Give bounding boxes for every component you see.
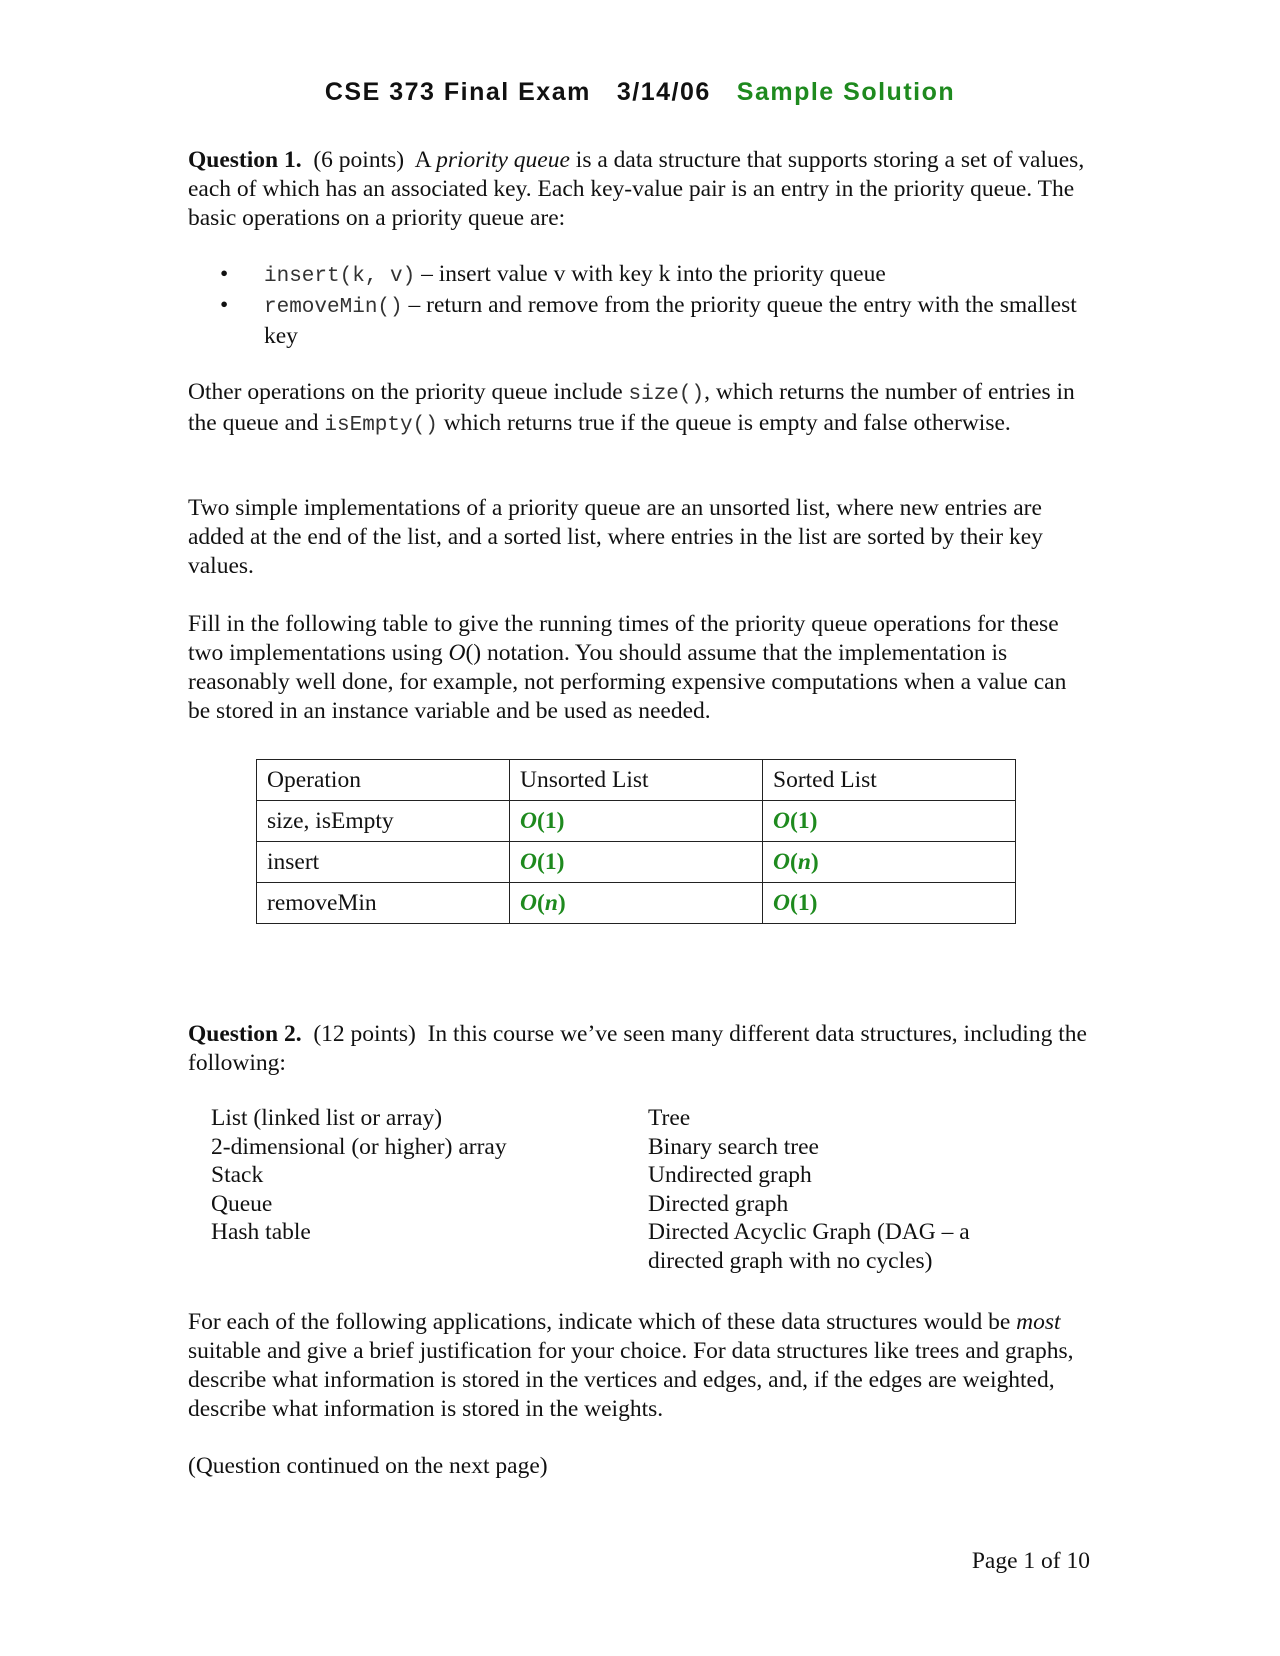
big-o-symbol: O — [448, 640, 466, 666]
isempty-code: isEmpty() — [324, 414, 438, 437]
list-item: Undirected graph — [648, 1162, 812, 1188]
o-symbol: O — [520, 889, 537, 916]
table-row — [257, 801, 1016, 842]
header-operation: Operation — [257, 760, 510, 801]
q1-intro-b: is a data structure that supports storing a set of values, each of which has an associated key. Each key-value pair is an entry in the priority queue. The basic operations on a priority queue are: — [188, 147, 1085, 231]
op-cell: insert — [257, 842, 510, 883]
q1-para2-b: , which returns the number of entries in the queue and — [188, 379, 1075, 436]
list-item — [220, 260, 1080, 291]
list-item: Binary search tree — [648, 1133, 819, 1160]
list-item: Tree — [648, 1105, 691, 1131]
o-symbol: O — [520, 848, 537, 875]
o-symbol: O — [773, 848, 790, 875]
list-item: Queue — [211, 1190, 273, 1217]
q2-para-emphasis: most — [1016, 1309, 1061, 1335]
o-arg: 1 — [544, 807, 557, 834]
bullet-icon: • — [220, 292, 229, 318]
list-item: directed graph with no cycles) — [648, 1247, 933, 1274]
q1-para4-b: () notation. You should assume that the implementation is reasonably well done, for example, not performing expensive computations when a value can be stored in an instance variable and be used as needed. — [188, 640, 1067, 724]
op-cell: size, isEmpty — [257, 801, 510, 842]
structures-right-list — [648, 1104, 970, 1275]
q1-para4-a: Fill in the following table to give the running times of the priority queue operations for these two implementations using — [188, 611, 1059, 666]
q1-para2-a: Other operations on the priority queue include — [188, 379, 623, 405]
o-arg: n — [797, 848, 811, 875]
op-cell: removeMin — [257, 883, 510, 924]
insert-code: insert(k, v) — [264, 265, 416, 288]
q1-points: (6 points) — [313, 147, 405, 173]
header-unsorted: Unsorted List — [510, 760, 763, 801]
size-code: size() — [628, 383, 705, 406]
q2-intro — [188, 1020, 1088, 1078]
running-times-table — [256, 759, 1016, 924]
list-item: List (linked list or array) — [211, 1105, 443, 1131]
answer-cell: O(n) — [510, 883, 763, 924]
o-symbol: O — [773, 889, 790, 916]
o-arg: 1 — [544, 848, 557, 875]
exam-title — [0, 78, 1280, 107]
page-number: Page 1 of 10 — [971, 1548, 1090, 1574]
q2-para-b: suitable and give a brief justification for your choice. For data structures like trees and graphs, describe what information is stored in the vertices and edges, and, if the edges are weighted, describe what information is stored in the weights. — [188, 1338, 1074, 1422]
continued-note: (Question continued on the next page) — [188, 1453, 548, 1479]
o-symbol: O — [773, 807, 790, 834]
q1-intro-a: A — [414, 147, 431, 173]
o-arg: n — [544, 889, 558, 916]
removemin-desc: – return and remove from the priority queue the entry with the smallest key — [264, 292, 1077, 349]
q1-label: Question 1. — [188, 147, 302, 173]
list-item — [220, 291, 1080, 351]
course-title: CSE 373 Final Exam — [324, 78, 591, 106]
q2-label: Question 2. — [188, 1021, 302, 1047]
insert-desc: – insert value v with key k into the priority queue — [421, 261, 886, 287]
q2-instructions — [188, 1308, 1088, 1424]
q2-points: (12 points) — [313, 1021, 416, 1047]
answer-cell: O(1) — [510, 842, 763, 883]
o-arg: 1 — [797, 807, 810, 834]
answer-cell: O(1) — [510, 801, 763, 842]
q1-intro — [188, 146, 1088, 233]
q1-para-implementations: Two simple implementations of a priority queue are an unsorted list, where new entries are added at the end of the list, and a sorted list, where entries in the list are sorted by their key values. — [188, 495, 1043, 579]
q2-para-a: For each of the following applications, indicate which of these data structures would be — [188, 1309, 1011, 1335]
structures-left-list — [211, 1104, 507, 1247]
answer-cell: O(1) — [763, 801, 1016, 842]
exam-date: 3/14/06 — [616, 78, 711, 106]
q1-operations-list — [220, 260, 1080, 351]
removemin-code: removeMin() — [264, 296, 403, 319]
list-item: Stack — [211, 1162, 264, 1188]
list-item: Hash table — [211, 1219, 311, 1245]
q1-para-other-ops — [188, 378, 1088, 440]
list-item: Directed graph — [648, 1190, 789, 1217]
q1-para-instructions — [188, 610, 1088, 726]
list-item: Directed Acyclic Graph (DAG – a — [648, 1219, 970, 1245]
o-symbol: O — [520, 807, 537, 834]
table-row — [257, 842, 1016, 883]
o-arg: 1 — [797, 889, 810, 916]
solution-label: Sample Solution — [736, 78, 956, 106]
header-sorted: Sorted List — [763, 760, 1016, 801]
q2-intro-text: In this course we’ve seen many different data structures, including the following: — [188, 1021, 1087, 1076]
answer-cell: O(1) — [763, 883, 1016, 924]
q1-term: priority queue — [436, 147, 570, 173]
table-header-row — [257, 760, 1016, 801]
table-row — [257, 883, 1016, 924]
answer-cell: O(n) — [763, 842, 1016, 883]
q1-para2-c: which returns true if the queue is empty and false otherwise. — [443, 410, 1011, 436]
list-item: 2-dimensional (or higher) array — [211, 1133, 507, 1160]
bullet-icon: • — [220, 261, 229, 287]
